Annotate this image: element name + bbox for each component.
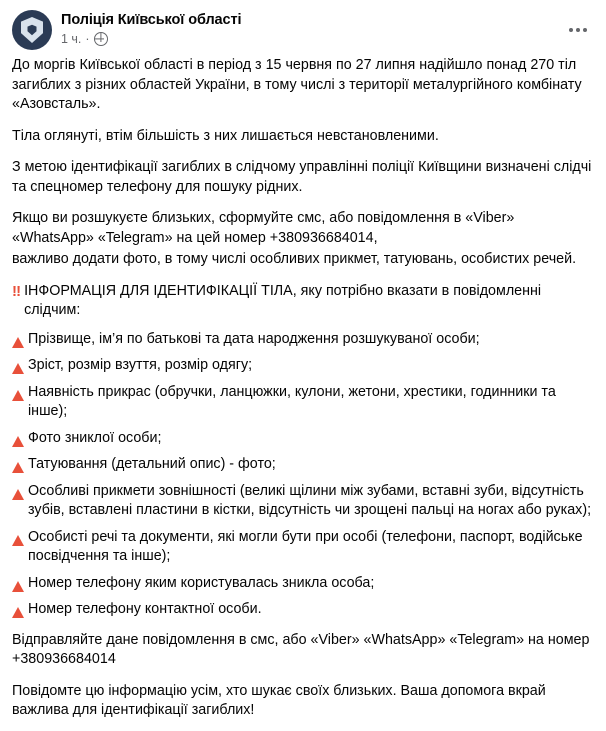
list-item-label: Татуювання (детальний опис) - фото; bbox=[28, 456, 276, 472]
post-timestamp[interactable]: 1 ч. bbox=[61, 32, 82, 46]
list-item-label: Номер телефону контактної особи. bbox=[28, 601, 262, 617]
list-item bbox=[12, 383, 594, 422]
red-triangle-icon bbox=[12, 429, 24, 449]
list-item-label: Особисті речі та документи, які могли бути при особі (телефони, паспорт, водійське посвідчення та інше); bbox=[28, 528, 583, 564]
more-options-dot bbox=[576, 28, 580, 32]
post-paragraph: До моргів Київської області в період з 15 червня по 27 липня надійшло понад 270 тіл загиблих з різних областей України, в тому числі з території металургійного комбінату «Азовсталь». bbox=[12, 57, 582, 112]
list-item-label: Фото зниклої особи; bbox=[28, 429, 162, 446]
post-footer-paragraph: Повідомте цю інформацію усім, хто шукає своїх близьких. Ваша допомога вкрай важлива для ідентифікації загиблих! bbox=[12, 682, 546, 718]
list-item-label: Прізвище, ім’я по батькові та дата народження розшукуваної особи; bbox=[28, 330, 480, 347]
list-item bbox=[12, 528, 594, 567]
globe-icon bbox=[94, 32, 108, 46]
list-item bbox=[12, 600, 594, 620]
list-item bbox=[12, 482, 594, 521]
post-paragraph: З метою ідентифікації загиблих в слідчому управлінні поліції Київщини визначені слідчі та спецномер телефону для пошуку рідних. bbox=[12, 159, 592, 195]
double-exclamation-icon: ‼ bbox=[12, 282, 21, 300]
post-author-block bbox=[61, 10, 241, 47]
list-item bbox=[12, 356, 594, 376]
post-paragraph: Тіла оглянуті, втім більшість з них лишається невстановленими. bbox=[12, 127, 439, 144]
red-triangle-icon bbox=[12, 528, 24, 548]
list-item-label: Наявність прикрас (обручки, ланцюжки, кулони, жетони, хрестики, годинники та інше); bbox=[28, 383, 556, 419]
list-item bbox=[12, 330, 594, 350]
list-item bbox=[12, 429, 594, 449]
more-options-button[interactable] bbox=[562, 14, 594, 46]
more-options-dot bbox=[583, 28, 587, 32]
post-meta bbox=[61, 31, 241, 47]
avatar[interactable] bbox=[12, 10, 52, 50]
page-name[interactable]: Поліція Київської області bbox=[61, 12, 242, 28]
red-triangle-icon bbox=[12, 330, 24, 350]
list-item bbox=[12, 574, 594, 594]
red-triangle-icon bbox=[12, 482, 24, 502]
red-triangle-icon bbox=[12, 574, 24, 594]
list-item-label: Зріст, розмір взуття, розмір одягу; bbox=[28, 357, 253, 373]
red-triangle-icon bbox=[12, 356, 24, 376]
meta-separator: · bbox=[85, 32, 90, 46]
identification-warning-text: ІНФОРМАЦІЯ ДЛЯ ІДЕНТИФІКАЦІЇ ТІЛА, яку потрібно вказати в повідомленні слідчим: bbox=[24, 282, 542, 318]
post-body bbox=[0, 54, 606, 731]
post-footer-paragraph: Відправляйте дане повідомлення в смс, або «Viber» «WhatsApp» «Telegram» на номер +380936684014 bbox=[12, 631, 590, 667]
police-shield-avatar-icon bbox=[21, 17, 43, 43]
post-paragraph: Якщо ви розшукуєте близьких, сформуйте смс, або повідомлення в «Viber» «WhatsApp» «Telegram» на цей номер +380936684014, bbox=[12, 210, 515, 246]
post-header bbox=[0, 0, 606, 54]
list-item-label: Номер телефону яким користувалась зникла особа; bbox=[28, 574, 375, 591]
red-triangle-icon bbox=[12, 383, 24, 403]
identification-warning-heading bbox=[12, 282, 594, 321]
post-paragraph: важливо додати фото, в тому числі особливих прикмет, татуювань, особистих речей. bbox=[12, 251, 577, 267]
red-triangle-icon bbox=[12, 455, 24, 475]
red-triangle-icon bbox=[12, 600, 24, 620]
list-item-label: Особливі прикмети зовнішності (великі щілини між зубами, вставні зуби, відсутність зубів, вставлені пластини в кістки, відсутність чи зрощені пальці на ногах або руках); bbox=[28, 482, 592, 518]
more-options-dot bbox=[569, 28, 573, 32]
list-item bbox=[12, 455, 594, 475]
